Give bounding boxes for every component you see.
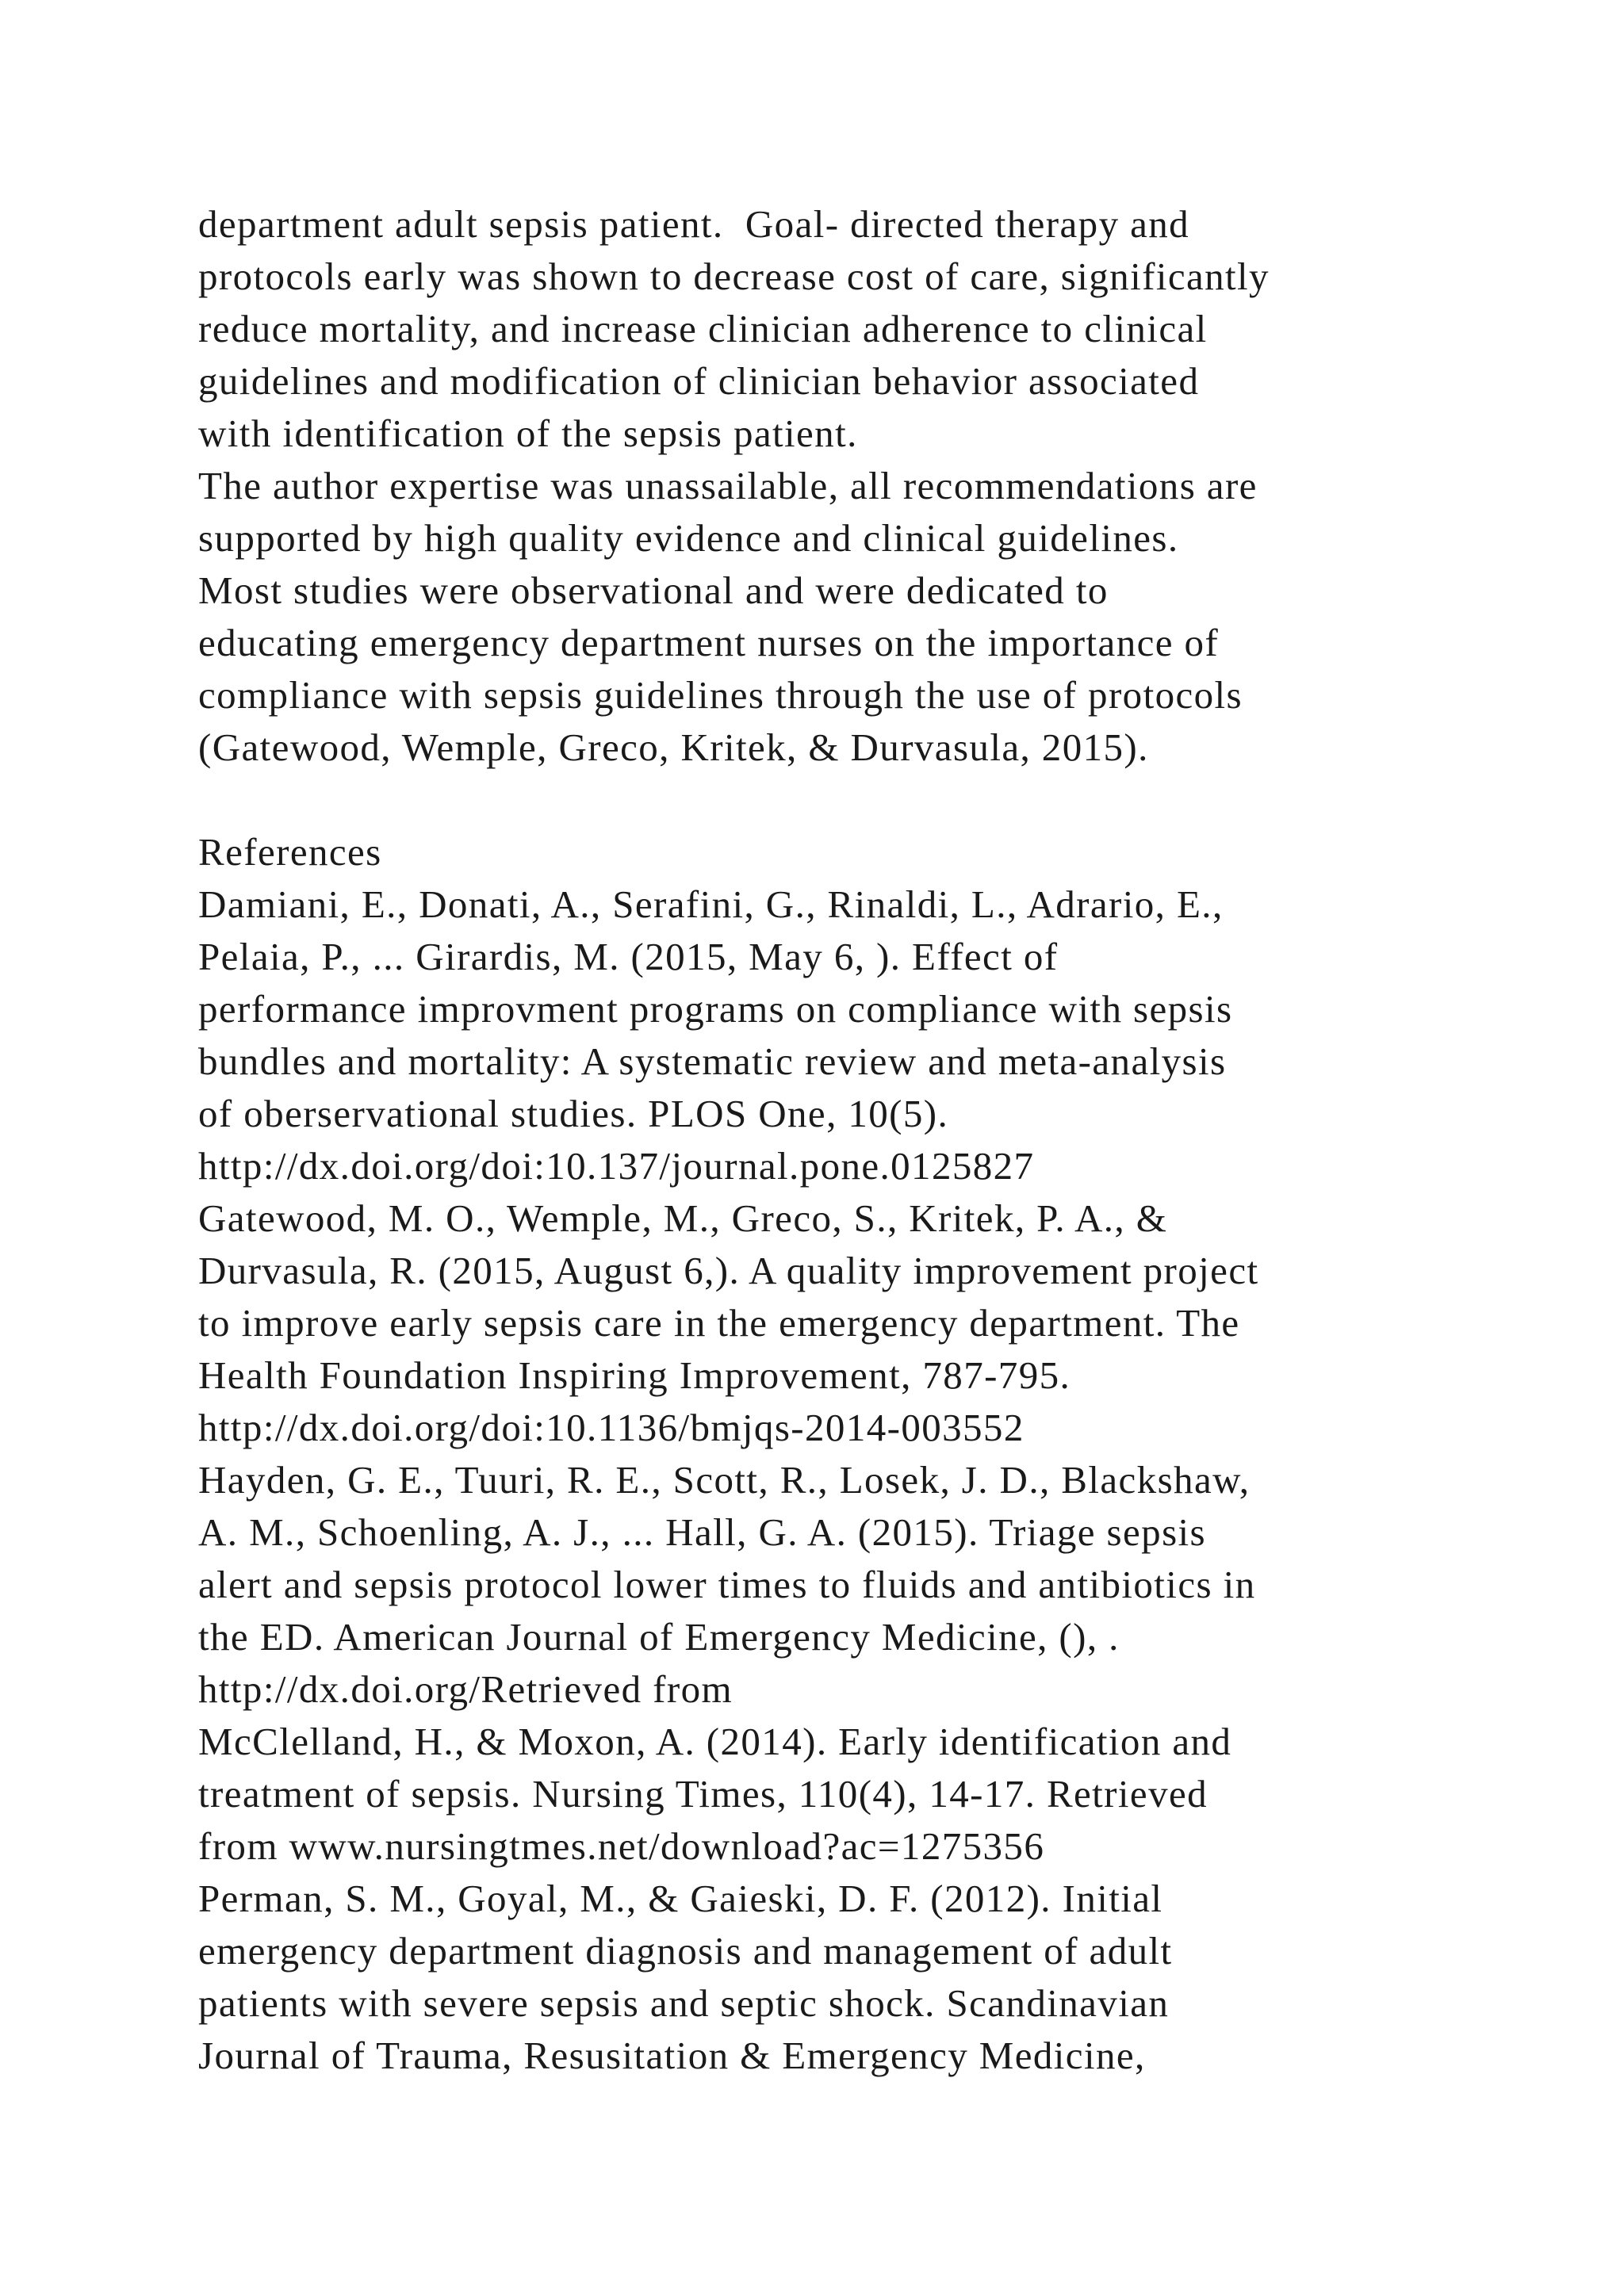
reference-line: Perman, S. M., Goyal, M., & Gaieski, D. F. (2012). Initial	[198, 1877, 1163, 1920]
reference-doi-link[interactable]: http://dx.doi.org/Retrieved from	[198, 1667, 733, 1711]
reference-line: performance improvment programs on compliance with sepsis	[198, 987, 1233, 1031]
reference-line: emergency department diagnosis and management of adult	[198, 1929, 1173, 1973]
reference-line: Damiani, E., Donati, A., Serafini, G., Rinaldi, L., Adrario, E.,	[198, 882, 1224, 926]
reference-line: of oberservational studies. PLOS One, 10(5).	[198, 1092, 949, 1135]
body-line: (Gatewood, Wemple, Greco, Kritek, & Durvasula, 2015).	[198, 725, 1149, 769]
reference-line: McClelland, H., & Moxon, A. (2014). Early identification and	[198, 1720, 1232, 1763]
reference-line: Pelaia, P., ... Girardis, M. (2015, May 6, ). Effect of	[198, 935, 1059, 978]
body-line: reduce mortality, and increase clinician adherence to clinical	[198, 307, 1208, 350]
reference-doi-link[interactable]: http://dx.doi.org/doi:10.1136/bmjqs-2014-003552	[198, 1406, 1025, 1449]
body-line: department adult sepsis patient. Goal- directed therapy and	[198, 202, 1190, 246]
document-text	[198, 198, 1499, 2082]
reference-line: Health Foundation Inspiring Improvement, 787-795.	[198, 1353, 1071, 1397]
reference-line: Journal of Trauma, Resusitation & Emergency Medicine,	[198, 2034, 1146, 2077]
body-line: with identification of the sepsis patient.	[198, 411, 858, 455]
reference-doi-link[interactable]: http://dx.doi.org/doi:10.137/journal.pone.0125827	[198, 1144, 1035, 1188]
reference-line: bundles and mortality: A systematic review and meta-analysis	[198, 1039, 1227, 1083]
reference-line: to improve early sepsis care in the emergency department. The	[198, 1301, 1240, 1345]
body-line: compliance with sepsis guidelines through the use of protocols	[198, 673, 1243, 717]
reference-line: A. M., Schoenling, A. J., ... Hall, G. A. (2015). Triage sepsis	[198, 1510, 1207, 1554]
reference-url-link[interactable]: from www.nursingtmes.net/download?ac=1275356	[198, 1824, 1045, 1868]
references-list	[198, 878, 1499, 2082]
reference-line: Durvasula, R. (2015, August 6,). A quality improvement project	[198, 1249, 1259, 1292]
body-line: protocols early was shown to decrease cost of care, significantly	[198, 254, 1270, 298]
reference-line: alert and sepsis protocol lower times to fluids and antibiotics in	[198, 1563, 1256, 1606]
body-paragraphs	[198, 198, 1499, 774]
reference-line: Hayden, G. E., Tuuri, R. E., Scott, R., Losek, J. D., Blackshaw,	[198, 1458, 1251, 1502]
references-heading: References	[198, 830, 382, 874]
body-line: guidelines and modification of clinician behavior associated	[198, 359, 1200, 403]
body-line: educating emergency department nurses on the importance of	[198, 621, 1220, 664]
body-line: supported by high quality evidence and clinical guidelines.	[198, 516, 1179, 560]
reference-line: Gatewood, M. O., Wemple, M., Greco, S., Kritek, P. A., &	[198, 1196, 1168, 1240]
body-line: The author expertise was unassailable, all recommendations are	[198, 464, 1258, 507]
reference-line: the ED. American Journal of Emergency Medicine, (), .	[198, 1615, 1120, 1659]
body-line: Most studies were observational and were dedicated to	[198, 568, 1109, 612]
reference-line: treatment of sepsis. Nursing Times, 110(4), 14-17. Retrieved	[198, 1772, 1208, 1816]
paragraph-spacer	[198, 774, 1499, 826]
reference-line: patients with severe sepsis and septic shock. Scandinavian	[198, 1981, 1170, 2025]
